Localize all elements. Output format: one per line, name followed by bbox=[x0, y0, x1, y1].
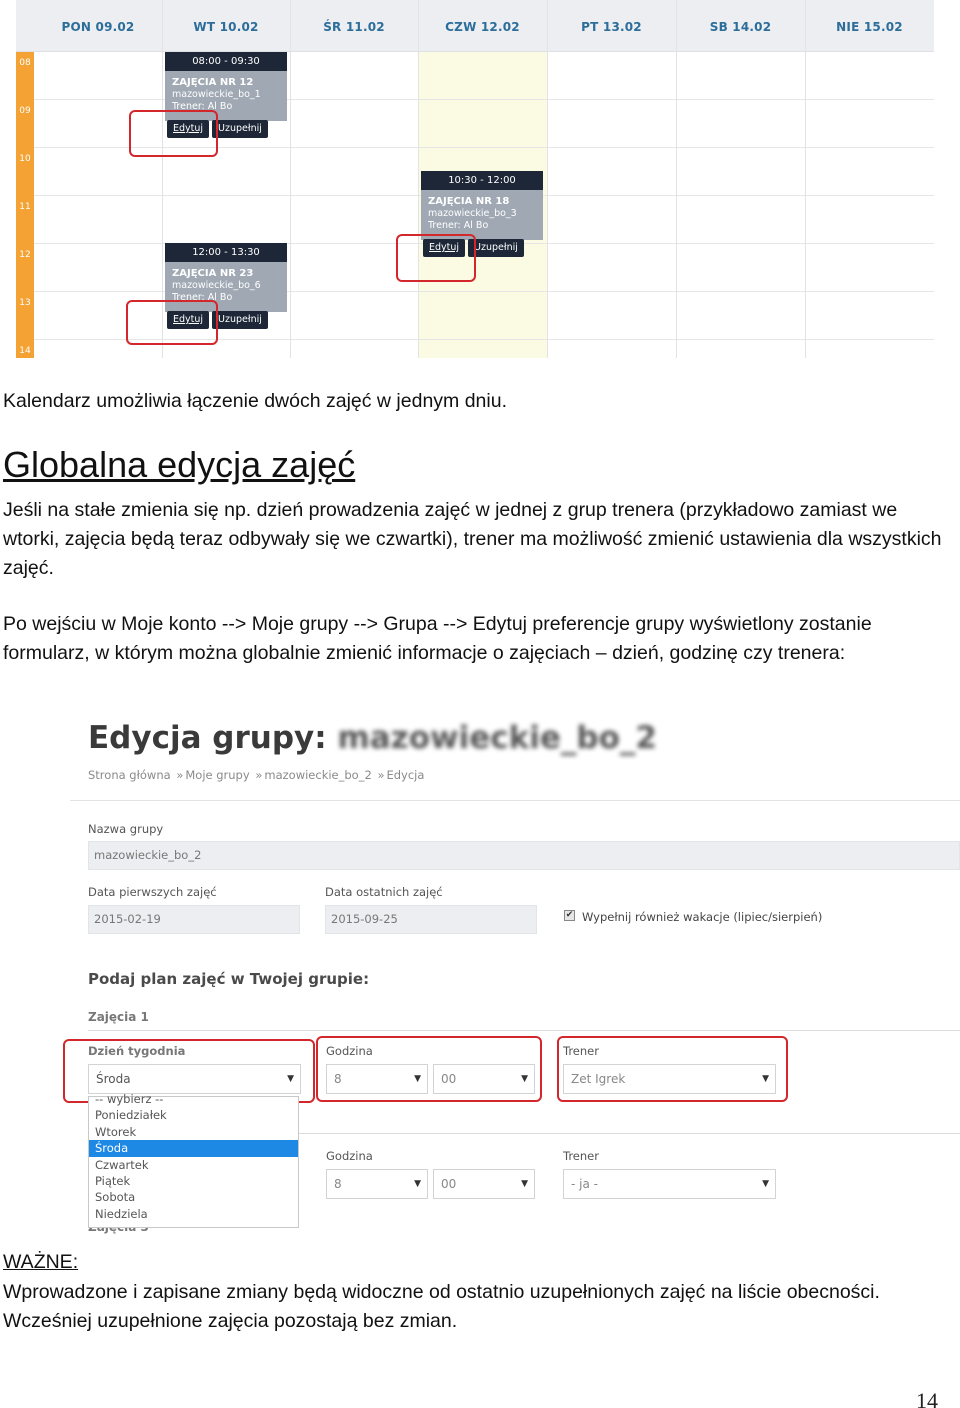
group-name-label: Nazwa grupy bbox=[88, 822, 164, 836]
event-time: 12:00 - 13:30 bbox=[165, 243, 287, 262]
hour-label: 13 bbox=[19, 298, 31, 308]
event-title: ZAJĘCIA NR 12 bbox=[172, 77, 254, 88]
vacation-checkbox[interactable]: ✔ bbox=[565, 910, 574, 920]
fill-in-button[interactable]: Uzupełnij bbox=[212, 120, 268, 138]
dropdown-option[interactable]: Sobota bbox=[95, 1190, 136, 1205]
hour-label-2: Godzina bbox=[326, 1149, 373, 1163]
intro-paragraph: Jeśli na stałe zmienia się np. dzień prowadzenia zajęć w jednej z grup trenera (przykładowo zamiast we wtorki, zajęcia będą teraz odbywały się we czwartki), trener ma możliwość zmienić ustawienia dla wszystkich zajęć. bbox=[3, 499, 942, 579]
highlight-ring bbox=[396, 234, 476, 282]
dropdown-option[interactable]: Poniedziałek bbox=[95, 1108, 167, 1123]
dropdown-option[interactable]: Piątek bbox=[95, 1173, 131, 1188]
event-details bbox=[421, 190, 543, 240]
hour-label: 10 bbox=[19, 154, 31, 164]
day-header-fri[interactable]: PT 13.02 bbox=[581, 20, 642, 34]
last-date-label: Data ostatnich zajęć bbox=[325, 885, 443, 899]
day-header-tue[interactable]: WT 10.02 bbox=[193, 20, 259, 34]
last-date-field[interactable]: 2015-09-25 bbox=[325, 905, 537, 934]
highlight-ring bbox=[126, 300, 218, 345]
calendar-screenshot bbox=[16, 0, 934, 358]
event-trainer: Trener: Al Bo bbox=[172, 292, 233, 303]
day-header-mon[interactable]: PON 09.02 bbox=[61, 20, 135, 34]
event-group: mazowieckie_bo_6 bbox=[172, 280, 261, 291]
hour-label: Godzina bbox=[326, 1044, 373, 1058]
highlight-ring bbox=[316, 1036, 542, 1102]
minute-select-value: 00 bbox=[441, 1177, 457, 1191]
group-edit-form-screenshot bbox=[60, 708, 960, 1240]
hour-select-2[interactable] bbox=[326, 1169, 428, 1199]
section-heading: Globalna edycja zajęć bbox=[3, 444, 356, 485]
weekday-label: Dzień tygodnia bbox=[88, 1044, 186, 1058]
page-number: 14 bbox=[916, 1388, 938, 1408]
plan-heading: Podaj plan zajęć w Twojej grupie: bbox=[88, 970, 370, 988]
chevron-down-icon: ▼ bbox=[414, 1074, 421, 1084]
day-header-sat[interactable]: SB 14.02 bbox=[709, 20, 772, 34]
dropdown-option[interactable]: -- wybierz -- bbox=[95, 1092, 164, 1106]
weekday-select-value: Środa bbox=[96, 1072, 131, 1086]
breadcrumb-separator: » bbox=[255, 768, 263, 782]
event-time: 08:00 - 09:30 bbox=[165, 52, 287, 71]
calendar-event[interactable] bbox=[421, 171, 543, 253]
hour-label: 08 bbox=[19, 58, 31, 68]
highlight-ring bbox=[557, 1036, 788, 1102]
day-separator bbox=[547, 0, 548, 358]
calendar-header bbox=[16, 0, 934, 52]
day-header-wed[interactable]: ŚR 11.02 bbox=[323, 20, 385, 34]
important-heading: WAŻNE: bbox=[3, 1251, 79, 1273]
breadcrumb bbox=[88, 768, 424, 782]
day-separator bbox=[805, 0, 806, 358]
hour-label: 09 bbox=[19, 106, 31, 116]
form-title bbox=[88, 720, 657, 756]
session-1-label: Zajęcia 1 bbox=[88, 1010, 149, 1024]
edit-button[interactable]: Edytuj bbox=[167, 120, 209, 138]
event-title: ZAJĘCIA NR 23 bbox=[172, 268, 254, 279]
minute-select-2[interactable] bbox=[433, 1169, 535, 1199]
dropdown-option-selected[interactable]: Środa bbox=[89, 1140, 298, 1156]
breadcrumb-group[interactable]: mazowieckie_bo_2 bbox=[264, 768, 372, 782]
event-group: mazowieckie_bo_3 bbox=[428, 208, 517, 219]
chevron-down-icon: ▼ bbox=[521, 1179, 528, 1189]
trainer-select-2[interactable] bbox=[563, 1169, 776, 1199]
event-group: mazowieckie_bo_1 bbox=[172, 89, 261, 100]
dropdown-option[interactable]: Czwartek bbox=[95, 1157, 149, 1172]
trainer-label: Trener bbox=[563, 1044, 599, 1058]
hour-select-value: 8 bbox=[334, 1072, 342, 1086]
divider bbox=[70, 800, 960, 801]
breadcrumb-home[interactable]: Strona główna bbox=[88, 768, 171, 782]
day-separator bbox=[418, 0, 419, 358]
chevron-down-icon: ▼ bbox=[521, 1074, 528, 1084]
hour-label: 11 bbox=[19, 202, 31, 212]
day-header-sun[interactable]: NIE 15.02 bbox=[836, 20, 903, 34]
trainer-select-value: Zet Igrek bbox=[571, 1072, 626, 1086]
chevron-down-icon: ▼ bbox=[414, 1179, 421, 1189]
divider bbox=[88, 1030, 960, 1031]
fill-in-button[interactable]: Uzupełnij bbox=[468, 239, 524, 257]
minute-select-value: 00 bbox=[441, 1072, 457, 1086]
group-name-field[interactable]: mazowieckie_bo_2 bbox=[88, 841, 960, 870]
chevron-down-icon: ▼ bbox=[762, 1179, 769, 1189]
event-trainer: Trener: Al Bo bbox=[428, 220, 489, 231]
form-title-text: Edycja grupy: bbox=[88, 720, 327, 756]
breadcrumb-my-groups[interactable]: Moje grupy bbox=[185, 768, 250, 782]
chevron-down-icon: ▼ bbox=[287, 1074, 294, 1084]
event-title: ZAJĘCIA NR 18 bbox=[428, 196, 510, 207]
edit-button[interactable]: Edytuj bbox=[423, 239, 465, 257]
hour-select-value: 8 bbox=[334, 1177, 342, 1191]
navigation-paragraph: Po wejściu w Moje konto --> Moje grupy --> Grupa --> Edytuj preferencje grupy wyświetlony zostanie formularz, w którym można globalnie zmienić informacje o zajęciach – dzień, godzinę czy trenera: bbox=[3, 613, 872, 664]
dropdown-option[interactable]: Wtorek bbox=[95, 1124, 137, 1139]
day-header-thu[interactable]: CZW 12.02 bbox=[445, 20, 520, 34]
calendar-caption: Kalendarz umożliwia łączenie dwóch zajęć w jednym dniu. bbox=[3, 390, 508, 412]
form-title-group-name: mazowieckie_bo_2 bbox=[337, 720, 657, 756]
event-time: 10:30 - 12:00 bbox=[421, 171, 543, 190]
dropdown-option[interactable]: Niedziela bbox=[95, 1206, 148, 1221]
important-paragraph: Wprowadzone i zapisane zmiany będą widoczne od ostatnio uzupełnionych zajęć na liście obecności. Wcześniej uzupełnione zajęcia pozostają bez zmian. bbox=[3, 1281, 880, 1332]
breadcrumb-separator: » bbox=[176, 768, 184, 782]
chevron-down-icon: ▼ bbox=[762, 1074, 769, 1084]
breadcrumb-separator: » bbox=[377, 768, 385, 782]
first-date-label: Data pierwszych zajęć bbox=[88, 885, 217, 899]
highlight-ring bbox=[129, 110, 218, 157]
trainer-label-2: Trener bbox=[563, 1149, 599, 1163]
hour-column bbox=[16, 52, 34, 358]
day-separator bbox=[676, 0, 677, 358]
event-trainer: Trener: Al Bo bbox=[172, 101, 233, 112]
first-date-field[interactable]: 2015-02-19 bbox=[88, 905, 300, 934]
day-separator bbox=[290, 0, 291, 358]
trainer-select-value: - ja - bbox=[571, 1177, 598, 1191]
fill-in-button[interactable]: Uzupełnij bbox=[212, 311, 268, 329]
vacation-label: Wypełnij również wakacje (lipiec/sierpień) bbox=[582, 910, 823, 924]
hour-label: 12 bbox=[19, 250, 31, 260]
breadcrumb-edit: Edycja bbox=[386, 768, 425, 782]
edit-button[interactable]: Edytuj bbox=[167, 311, 209, 329]
hour-label: 14 bbox=[19, 346, 31, 356]
weekday-dropdown-list[interactable] bbox=[88, 1092, 299, 1228]
